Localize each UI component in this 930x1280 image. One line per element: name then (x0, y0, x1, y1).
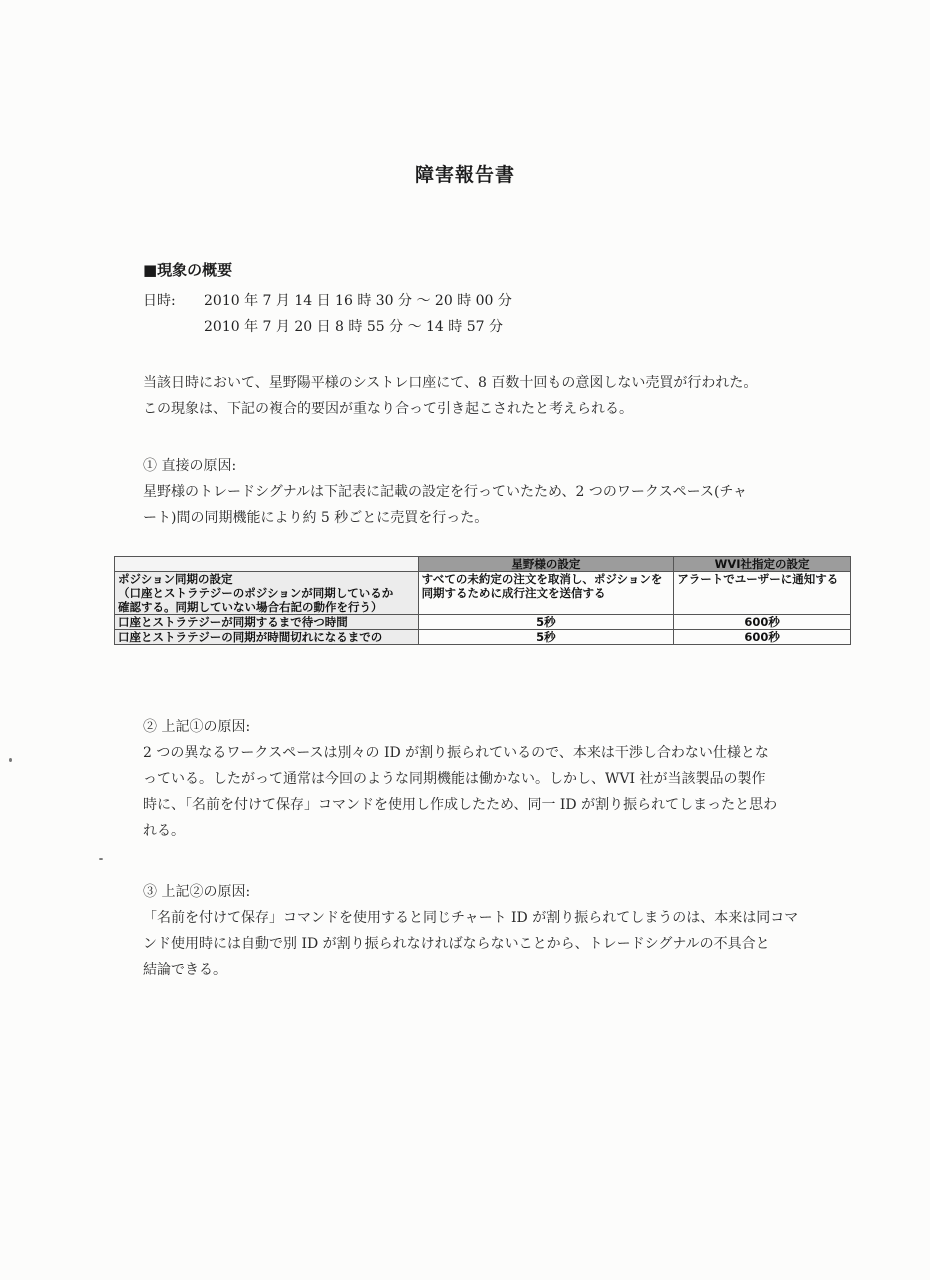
table-cell-wvi: アラートでユーザーに通知する (674, 572, 851, 615)
table-row (115, 630, 851, 645)
table-cell-wvi: 600秒 (674, 630, 851, 645)
table-cell-hoshino: すべての未約定の注文を取消し、ポジションを同期するために成行注文を送信する (418, 572, 674, 615)
cause-2-line-1: 2 つの異なるワークスペースは別々の ID が割り振られているので、本来は干渉し合わない仕様とな (143, 745, 769, 761)
date-range-2: 2010 年 7 月 20 日 8 時 55 分 ～ 14 時 57 分 (204, 319, 504, 335)
table-row (115, 572, 851, 615)
row-label-line: ポジション同期の設定 (118, 572, 233, 586)
scan-speck (99, 858, 103, 860)
cause-2-line-2: っている。したがって通常は今回のような同期機能は働かない。しかし、WVI 社が当該製品の製作 (143, 771, 766, 787)
cause-1-line-2: ート)間の同期機能により約 5 秒ごとに売買を行った。 (143, 510, 489, 526)
date-range-1: 2010 年 7 月 14 日 16 時 30 分 ～ 20 時 00 分 (204, 293, 512, 309)
summary-line-1: 当該日時において、星野陽平様のシストレ口座にて、8 百数十回もの意図しない売買が行われた。 (143, 375, 758, 391)
table-header-wvi: WVI社指定の設定 (674, 557, 851, 572)
table-row-label (115, 572, 419, 615)
row-label-line: 確認する。同期していない場合右記の動作を行う） (118, 600, 383, 614)
table-cell-hoshino: 5秒 (418, 615, 674, 630)
cause-1-line-1: 星野様のトレードシグナルは下記表に記載の設定を行っていたため、2 つのワークスペース(チャ (143, 484, 748, 500)
cause-3-line-3: 結論できる。 (143, 962, 227, 978)
cause-3-heading: ③ 上記②の原因: (143, 884, 251, 900)
summary-line-2: この現象は、下記の複合的要因が重なり合って引き起こされたと考えられる。 (143, 401, 633, 417)
table-row-label: 口座とストラテジーの同期が時間切れになるまでの (115, 630, 419, 645)
cause-2-line-4: れる。 (143, 823, 185, 839)
table-row-label: 口座とストラテジーが同期するまで待つ時間 (115, 615, 419, 630)
table-row (115, 615, 851, 630)
table-cell-hoshino: 5秒 (418, 630, 674, 645)
row-label-line: （口座とストラテジーのポジションが同期しているか (118, 586, 394, 600)
cause-1-heading: ① 直接の原因: (143, 458, 237, 474)
table-header-blank (115, 557, 419, 572)
document-title: 障害報告書 (414, 164, 515, 186)
cause-3-line-1: 「名前を付けて保存」コマンドを使用すると同じチャート ID が割り振られてしまうのは、本来は同コマ (143, 910, 799, 926)
cause-3-line-2: ンド使用時には自動で別 ID が割り振られなければならないことから、トレードシグナルの不具合と (143, 936, 770, 952)
table-header-row (115, 557, 851, 572)
cause-2-heading: ② 上記①の原因: (143, 719, 251, 735)
table-cell-wvi: 600秒 (674, 615, 851, 630)
date-label: 日時: (143, 293, 176, 309)
section-heading-overview: ■現象の概要 (143, 261, 233, 279)
table-header-hoshino: 星野様の設定 (418, 557, 674, 572)
cause-2-line-3: 時に、「名前を付けて保存」コマンドを使用し作成したため、同一 ID が割り振られてしまったと思わ (143, 797, 778, 813)
scan-speck (9, 758, 12, 762)
settings-comparison-table (114, 556, 851, 645)
